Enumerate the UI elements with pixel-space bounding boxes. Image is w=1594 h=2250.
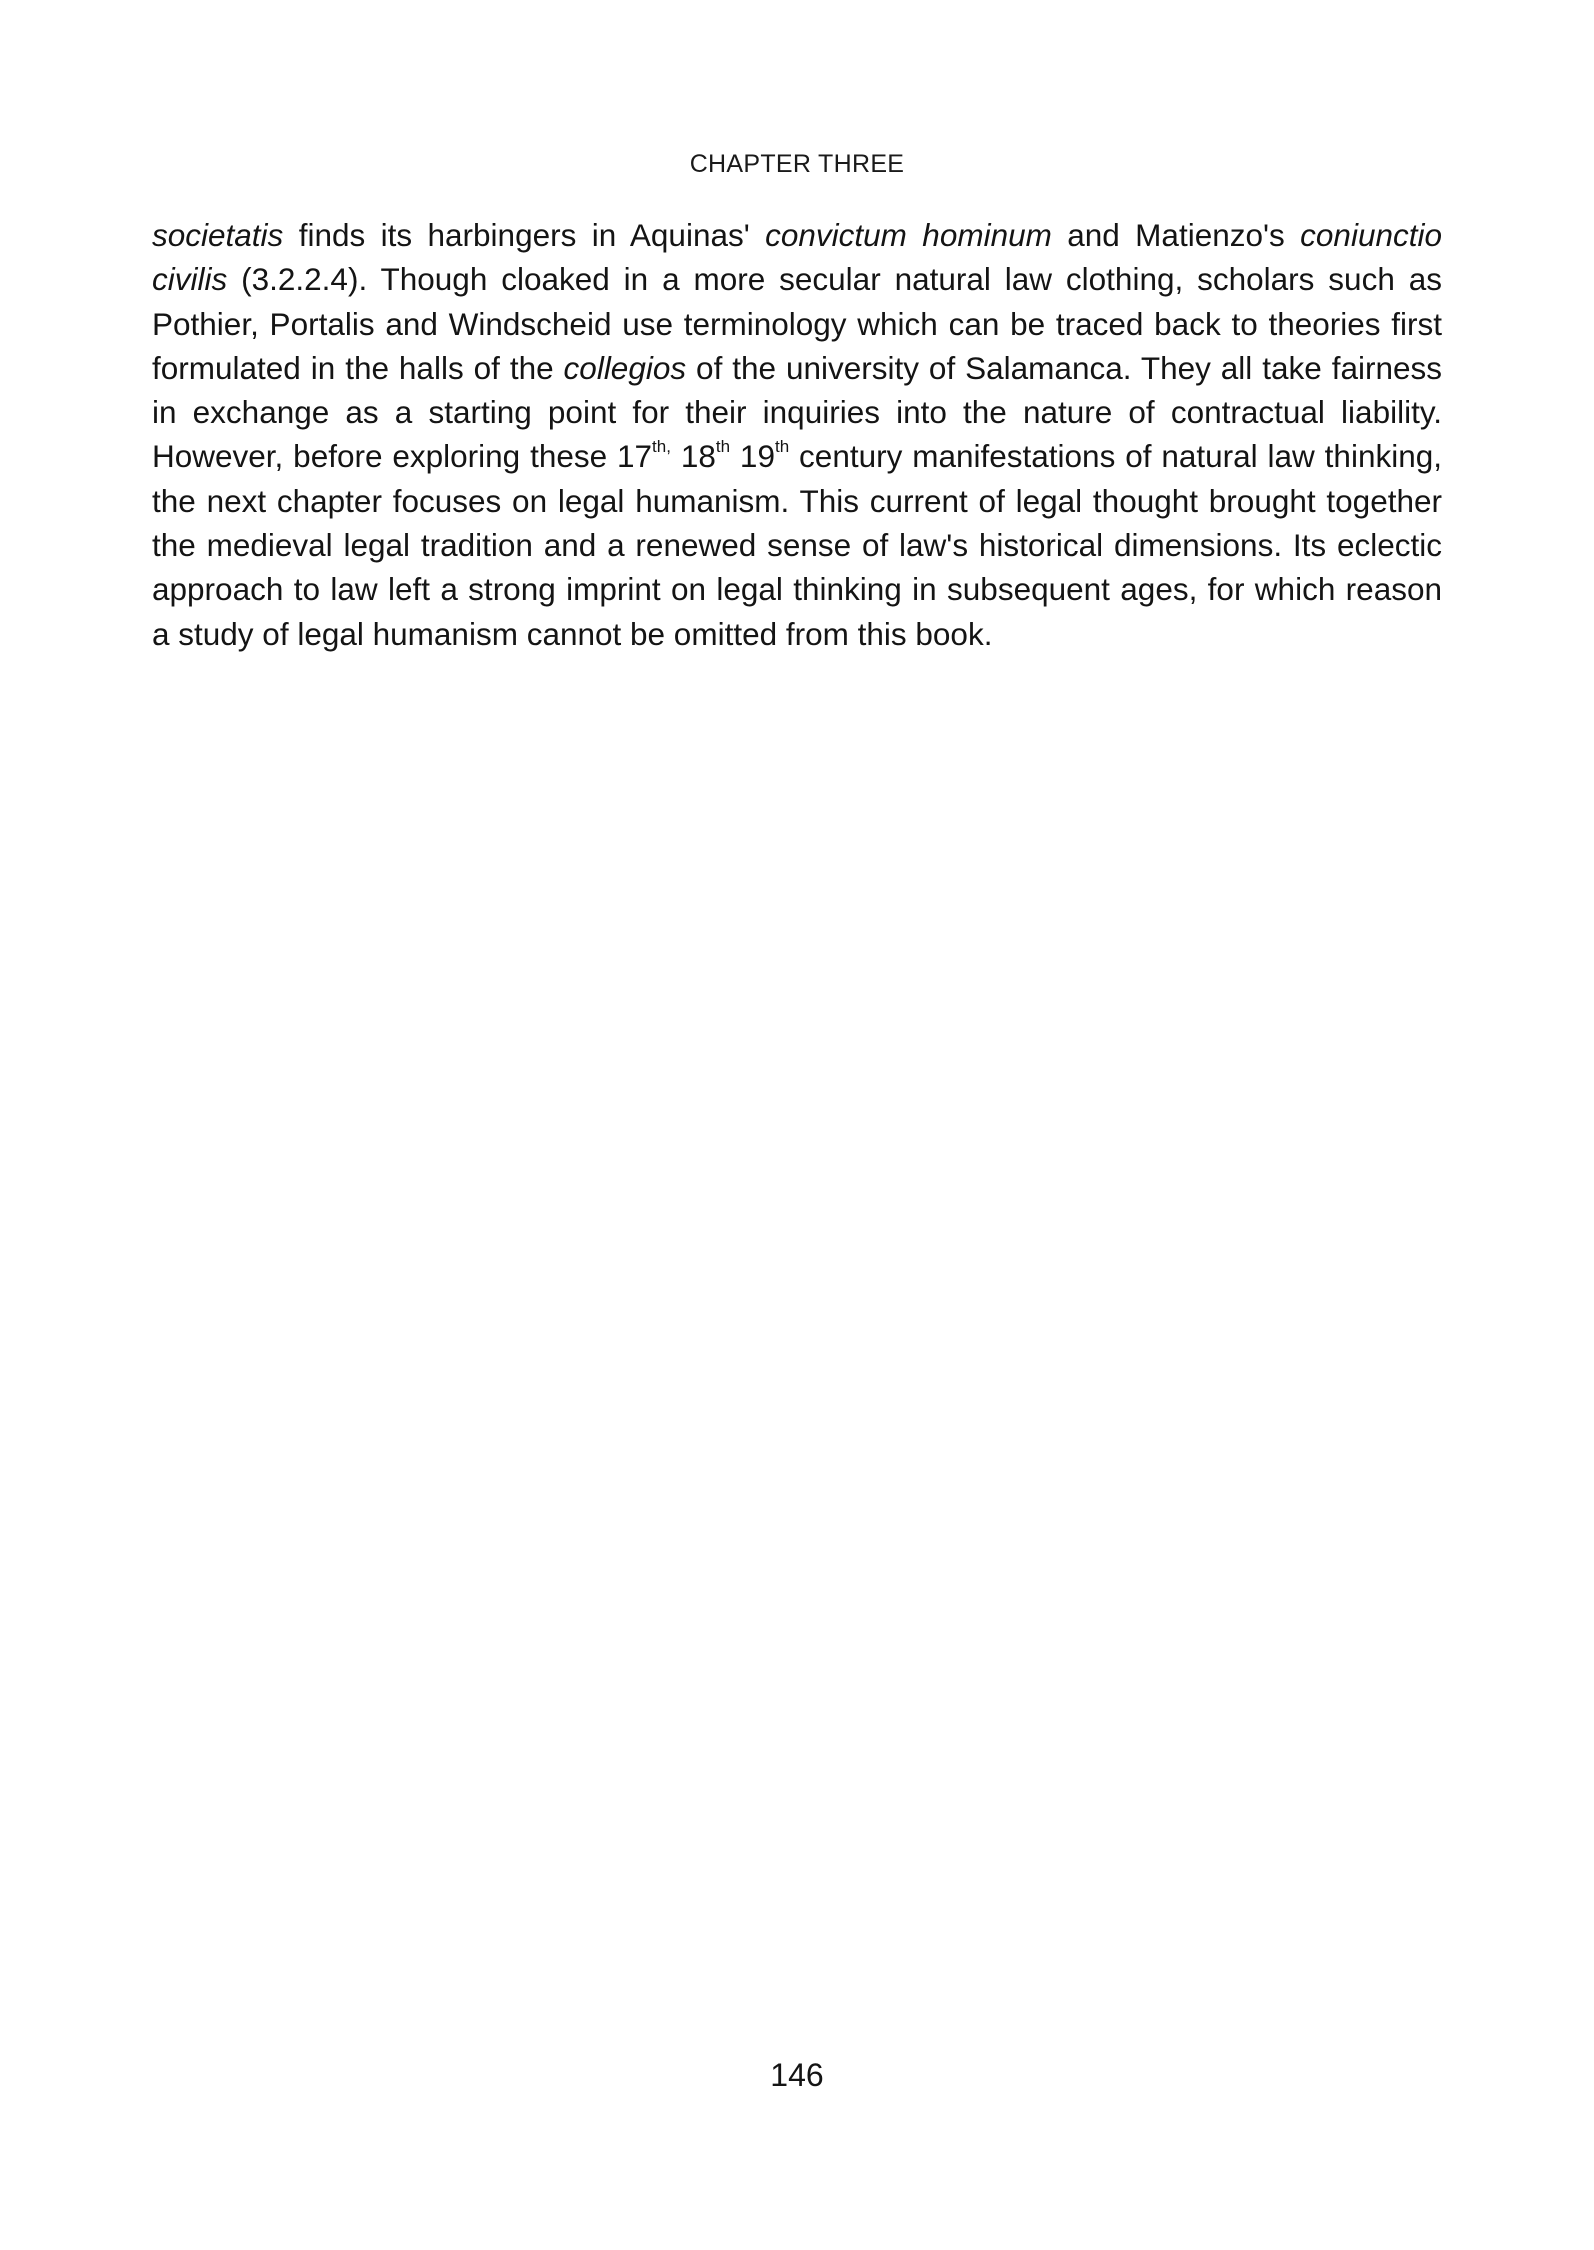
italic-term-convictum-hominum: convictum hominum bbox=[765, 217, 1052, 253]
page-number: 146 bbox=[770, 2057, 824, 2093]
text-segment: and Matienzo's bbox=[1051, 217, 1301, 253]
superscript-ordinal: th, bbox=[652, 436, 671, 456]
superscript-ordinal: th bbox=[774, 436, 790, 456]
text-segment: 18 bbox=[670, 438, 716, 475]
text-segment: century manifestations of natural law thinking, the next chapter focuses on legal humanism. This current of legal thought brought together the medieval legal tradition and a renewed sense of law's historical dimensions. Its eclectic approach to law left a strong imprint on legal thinking in subsequent ages, for which reason a study of legal humanism cannot be omitted from this book. bbox=[152, 438, 1442, 652]
italic-term-collegios: collegios bbox=[563, 349, 687, 386]
text-segment: finds its harbingers in Aquinas' bbox=[283, 217, 766, 253]
italic-term-coniunctio-civilis: coniunctio civilis bbox=[152, 217, 1442, 298]
italic-term-societatis: societatis bbox=[152, 217, 284, 253]
running-header: CHAPTER THREE bbox=[689, 150, 905, 178]
text-segment: 19 bbox=[730, 438, 775, 475]
superscript-ordinal: th bbox=[715, 436, 731, 456]
text-segment: (3.2.2.4). Though cloaked in a more secular natural law clothing, scholars such as Pothier, Portalis and Windscheid use terminology which can be traced back to theories first formulated in the halls of the bbox=[152, 261, 1442, 386]
body-paragraph bbox=[152, 213, 1442, 656]
text-segment: of the university of Salamanca. They all take fairness in exchange as a starting point for their inquiries into the nature of contractual liability. However, before exploring these 17 bbox=[152, 349, 1442, 475]
